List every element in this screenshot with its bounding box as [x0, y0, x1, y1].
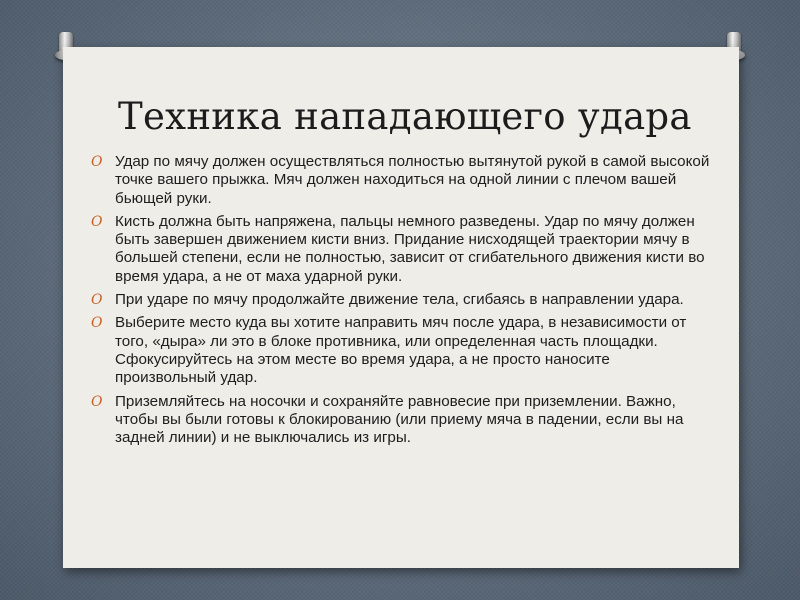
- bullet-text: При ударе по мячу продолжайте движение тела, сгибаясь в направлении удара.: [115, 291, 684, 309]
- slide-title: Техника нападающего удара: [118, 95, 692, 138]
- bullet-text: Приземляйтесь на носочки и сохраняйте равновесие при приземлении. Важно, чтобы вы были готовы к блокированию (или приему мяча в падении, если вы на задней линии) и не выключались из игры.: [115, 392, 684, 447]
- bullet-marker-icon: O: [91, 315, 103, 332]
- slide-card: [63, 47, 739, 568]
- bullet-marker-icon: O: [91, 154, 103, 170]
- bullet-text: Кисть должна быть напряжена, пальцы немного разведены. Удар по мячу должен быть завершен движением кисти вниз. Придание нисходящей траектории мячу в большей степени, если не полностью, зависит от сгибательного движения кисти во время удара, а не от маха ударной руки.: [115, 212, 705, 285]
- bullet-list: [91, 153, 713, 452]
- bullet-marker-icon: O: [91, 393, 103, 410]
- bullet-item: [91, 213, 713, 286]
- bullet-item: [91, 153, 713, 208]
- bullet-text: Выберите место куда вы хотите направить мяч после удара, в независимости от того, «дыра» ли это в блоке противника, или определенная часть площадки. Сфокусируйтесь на этом месте во время удара, а не просто наносите произвольный удар.: [115, 314, 687, 387]
- bullet-marker-icon: O: [91, 292, 103, 309]
- bullet-text: Удар по мячу должен осуществляться полностью вытянутой рукой в самой высокой точке вашего прыжка. Мяч должен находиться на одной линии с плечом вашей бьющей руки.: [115, 153, 710, 207]
- bullet-item: [91, 393, 713, 448]
- bullet-item: [91, 314, 713, 387]
- bullet-marker-icon: O: [91, 213, 103, 230]
- bullet-item: [91, 291, 713, 309]
